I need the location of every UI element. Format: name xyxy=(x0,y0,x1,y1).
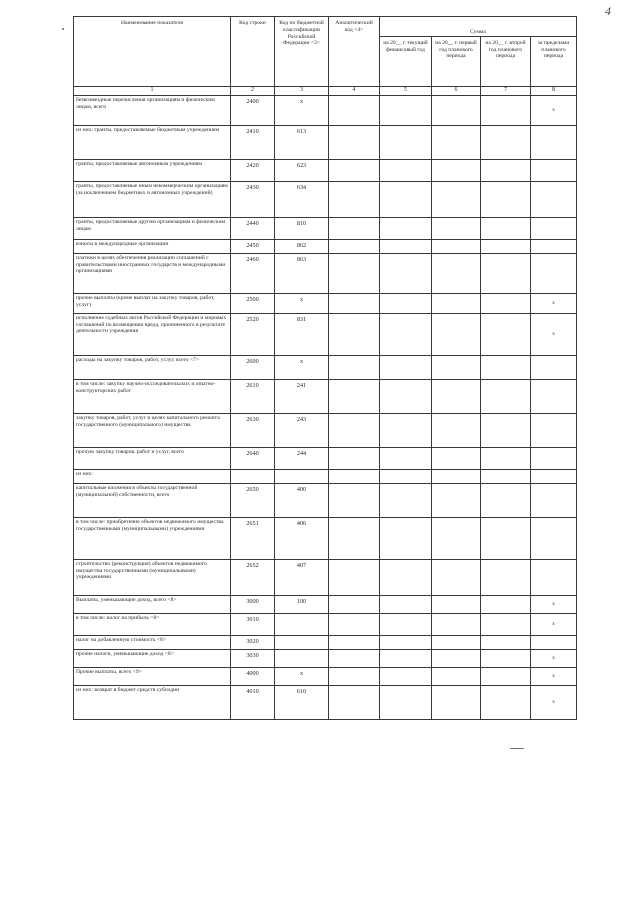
row-current-year xyxy=(380,559,432,595)
row-second-plan-year xyxy=(481,355,531,379)
row-second-plan-year xyxy=(481,125,531,159)
row-name: прочую закупку товаров, работ и услуг, всего xyxy=(74,447,231,469)
row-analytic-code xyxy=(329,635,380,649)
column-number: 7 xyxy=(481,86,531,95)
row-second-plan-year xyxy=(481,159,531,181)
header-second-plan-year: на 20__ г. второй год планового периода xyxy=(481,36,531,86)
row-current-year xyxy=(380,649,432,667)
header-beyond-plan: за пределами планового периода xyxy=(531,36,577,86)
header-row-code: Код строки xyxy=(231,17,275,87)
column-number: 4 xyxy=(329,86,380,95)
table-row xyxy=(74,159,577,181)
row-current-year xyxy=(380,613,432,635)
row-beyond-plan: x xyxy=(531,293,577,313)
row-code: 2520 xyxy=(231,313,275,355)
row-first-plan-year xyxy=(432,635,481,649)
row-analytic-code xyxy=(329,649,380,667)
row-budget-code: x xyxy=(275,667,329,685)
row-first-plan-year xyxy=(432,355,481,379)
row-current-year xyxy=(380,517,432,559)
row-budget-code: 613 xyxy=(275,125,329,159)
scan-speck xyxy=(62,28,64,30)
row-code: 2650 xyxy=(231,483,275,517)
column-number: 8 xyxy=(531,86,577,95)
row-current-year xyxy=(380,413,432,447)
row-code: 2500 xyxy=(231,293,275,313)
table-row xyxy=(74,293,577,313)
row-current-year xyxy=(380,293,432,313)
row-first-plan-year xyxy=(432,595,481,613)
row-analytic-code xyxy=(329,613,380,635)
row-current-year xyxy=(380,355,432,379)
row-current-year xyxy=(380,125,432,159)
row-second-plan-year xyxy=(481,217,531,239)
row-budget-code: 243 xyxy=(275,413,329,447)
column-number: 1 xyxy=(74,86,231,95)
row-beyond-plan: x xyxy=(531,613,577,635)
row-first-plan-year xyxy=(432,447,481,469)
row-beyond-plan xyxy=(531,447,577,469)
table-row xyxy=(74,635,577,649)
row-current-year xyxy=(380,313,432,355)
row-first-plan-year xyxy=(432,159,481,181)
row-second-plan-year xyxy=(481,595,531,613)
row-analytic-code xyxy=(329,125,380,159)
row-analytic-code xyxy=(329,447,380,469)
row-current-year xyxy=(380,447,432,469)
row-first-plan-year xyxy=(432,379,481,413)
row-first-plan-year xyxy=(432,413,481,447)
table-row xyxy=(74,217,577,239)
row-analytic-code xyxy=(329,239,380,253)
row-budget-code xyxy=(275,469,329,483)
table-row xyxy=(74,239,577,253)
row-second-plan-year xyxy=(481,293,531,313)
row-analytic-code xyxy=(329,95,380,125)
row-second-plan-year xyxy=(481,517,531,559)
row-current-year xyxy=(380,95,432,125)
header-analytic-code: Аналитический код <4> xyxy=(329,17,380,87)
row-current-year xyxy=(380,379,432,413)
row-current-year xyxy=(380,217,432,239)
table-row xyxy=(74,685,577,719)
row-analytic-code xyxy=(329,293,380,313)
row-second-plan-year xyxy=(481,253,531,293)
table-row xyxy=(74,379,577,413)
scan-mark xyxy=(510,748,524,749)
row-analytic-code xyxy=(329,483,380,517)
table-row xyxy=(74,649,577,667)
row-name: в том числе: налог на прибыль <8> xyxy=(74,613,231,635)
payments-table xyxy=(73,16,577,720)
row-analytic-code xyxy=(329,253,380,293)
row-code: 4000 xyxy=(231,667,275,685)
row-second-plan-year xyxy=(481,239,531,253)
row-first-plan-year xyxy=(432,181,481,217)
row-second-plan-year xyxy=(481,483,531,517)
row-budget-code: 400 xyxy=(275,483,329,517)
row-analytic-code xyxy=(329,469,380,483)
row-name: прочие налоги, уменьшающие доход <8> xyxy=(74,649,231,667)
table-row xyxy=(74,181,577,217)
row-code: 2610 xyxy=(231,379,275,413)
row-beyond-plan xyxy=(531,125,577,159)
row-name: капитальные вложения в объекты государственной (муниципальной) собственности, всего xyxy=(74,483,231,517)
row-second-plan-year xyxy=(481,313,531,355)
row-beyond-plan xyxy=(531,517,577,559)
row-first-plan-year xyxy=(432,469,481,483)
row-beyond-plan xyxy=(531,635,577,649)
row-current-year xyxy=(380,483,432,517)
row-code: 3020 xyxy=(231,635,275,649)
row-code: 3030 xyxy=(231,649,275,667)
row-code: 2651 xyxy=(231,517,275,559)
row-name: из них: гранты, предоставляемые бюджетным учреждениям xyxy=(74,125,231,159)
row-name: Выплаты, уменьшающие доход, всего <8> xyxy=(74,595,231,613)
row-current-year xyxy=(380,685,432,719)
row-second-plan-year xyxy=(481,469,531,483)
row-code: 2640 xyxy=(231,447,275,469)
row-budget-code: 100 xyxy=(275,595,329,613)
row-name: гранты, предоставляемые другим организациям и физическим лицам xyxy=(74,217,231,239)
row-second-plan-year xyxy=(481,413,531,447)
row-code: 2420 xyxy=(231,159,275,181)
row-analytic-code xyxy=(329,181,380,217)
row-second-plan-year xyxy=(481,649,531,667)
row-budget-code: 610 xyxy=(275,685,329,719)
row-current-year xyxy=(380,159,432,181)
row-first-plan-year xyxy=(432,253,481,293)
row-first-plan-year xyxy=(432,483,481,517)
row-second-plan-year xyxy=(481,635,531,649)
row-analytic-code xyxy=(329,685,380,719)
row-beyond-plan xyxy=(531,159,577,181)
table-row xyxy=(74,613,577,635)
header-sum: Сумма xyxy=(380,17,577,37)
row-second-plan-year xyxy=(481,181,531,217)
column-numbers-row xyxy=(74,86,577,95)
row-code: 2460 xyxy=(231,253,275,293)
table-row xyxy=(74,95,577,125)
row-analytic-code xyxy=(329,379,380,413)
column-number: 6 xyxy=(432,86,481,95)
row-beyond-plan xyxy=(531,469,577,483)
row-first-plan-year xyxy=(432,517,481,559)
row-name: из них: xyxy=(74,469,231,483)
row-first-plan-year xyxy=(432,613,481,635)
row-budget-code xyxy=(275,649,329,667)
row-budget-code: 862 xyxy=(275,239,329,253)
row-name: безвозмездные перечисления организациям и физическим лицам, всего xyxy=(74,95,231,125)
row-budget-code: x xyxy=(275,355,329,379)
table-row xyxy=(74,413,577,447)
row-name: взносы в международные организации xyxy=(74,239,231,253)
table-row xyxy=(74,125,577,159)
row-first-plan-year xyxy=(432,685,481,719)
row-name: прочие выплаты (кроме выплат на закупку товаров, работ, услуг) xyxy=(74,293,231,313)
row-beyond-plan xyxy=(531,379,577,413)
row-name: гранты, предоставляемые иным некоммерческим организациям (за исключением бюджетных и автономных учреждений) xyxy=(74,181,231,217)
row-first-plan-year xyxy=(432,313,481,355)
row-second-plan-year xyxy=(481,95,531,125)
row-code: 2630 xyxy=(231,413,275,447)
row-analytic-code xyxy=(329,517,380,559)
row-beyond-plan xyxy=(531,239,577,253)
row-name: исполнение судебных актов Российской Федерации и мировых соглашений по возмещению вреда, причиненного в результате деятельности учреждения xyxy=(74,313,231,355)
table-row xyxy=(74,313,577,355)
row-code: 2450 xyxy=(231,239,275,253)
row-budget-code: 634 xyxy=(275,181,329,217)
table-row xyxy=(74,355,577,379)
row-first-plan-year xyxy=(432,125,481,159)
row-analytic-code xyxy=(329,355,380,379)
row-second-plan-year xyxy=(481,613,531,635)
row-current-year xyxy=(380,469,432,483)
row-analytic-code xyxy=(329,159,380,181)
row-budget-code: 407 xyxy=(275,559,329,595)
table-row xyxy=(74,483,577,517)
row-beyond-plan xyxy=(531,413,577,447)
row-second-plan-year xyxy=(481,559,531,595)
row-first-plan-year xyxy=(432,559,481,595)
row-budget-code: 406 xyxy=(275,517,329,559)
row-budget-code xyxy=(275,613,329,635)
row-beyond-plan xyxy=(531,483,577,517)
row-beyond-plan: x xyxy=(531,595,577,613)
row-name: в том числе: закупку научно-исследовательских и опытно-конструкторских работ xyxy=(74,379,231,413)
row-budget-code: 831 xyxy=(275,313,329,355)
row-first-plan-year xyxy=(432,217,481,239)
row-budget-code: 810 xyxy=(275,217,329,239)
row-budget-code: 241 xyxy=(275,379,329,413)
row-beyond-plan xyxy=(531,253,577,293)
row-budget-code: x xyxy=(275,95,329,125)
row-code: 2400 xyxy=(231,95,275,125)
row-first-plan-year xyxy=(432,667,481,685)
row-second-plan-year xyxy=(481,447,531,469)
row-analytic-code xyxy=(329,559,380,595)
table-row xyxy=(74,517,577,559)
row-beyond-plan: x xyxy=(531,667,577,685)
row-budget-code: x xyxy=(275,293,329,313)
row-second-plan-year xyxy=(481,685,531,719)
header-name: Наименование показателя xyxy=(74,17,231,87)
row-beyond-plan: x xyxy=(531,313,577,355)
header-budget-code: Код по бюджетной классификации Российской Федерации <3> xyxy=(275,17,329,87)
row-name: строительство (реконструкция) объектов недвижимого имущества государственными (муниципальными) учреждениями xyxy=(74,559,231,595)
row-first-plan-year xyxy=(432,649,481,667)
row-code: 4010 xyxy=(231,685,275,719)
table-row xyxy=(74,559,577,595)
row-code: 2430 xyxy=(231,181,275,217)
row-name: налог на добавленную стоимость <8> xyxy=(74,635,231,649)
row-analytic-code xyxy=(329,595,380,613)
table-row xyxy=(74,667,577,685)
row-code: 3010 xyxy=(231,613,275,635)
row-code xyxy=(231,469,275,483)
row-analytic-code xyxy=(329,667,380,685)
row-current-year xyxy=(380,253,432,293)
row-code: 2652 xyxy=(231,559,275,595)
row-budget-code xyxy=(275,635,329,649)
row-second-plan-year xyxy=(481,379,531,413)
column-number: 3 xyxy=(275,86,329,95)
table-row xyxy=(74,595,577,613)
row-name: гранты, предоставляемые автономным учреждениям xyxy=(74,159,231,181)
row-first-plan-year xyxy=(432,95,481,125)
row-beyond-plan xyxy=(531,181,577,217)
row-current-year xyxy=(380,239,432,253)
row-beyond-plan xyxy=(531,355,577,379)
row-analytic-code xyxy=(329,413,380,447)
row-analytic-code xyxy=(329,313,380,355)
row-name: закупку товаров, работ, услуг в целях капитального ремонта государственного (муниципального) имущества xyxy=(74,413,231,447)
row-budget-code: 863 xyxy=(275,253,329,293)
column-number: 2 xyxy=(231,86,275,95)
row-first-plan-year xyxy=(432,293,481,313)
header-current-year: на 20__ г. текущий финансовый год xyxy=(380,36,432,86)
row-beyond-plan: x xyxy=(531,685,577,719)
row-code: 2410 xyxy=(231,125,275,159)
row-current-year xyxy=(380,667,432,685)
row-current-year xyxy=(380,635,432,649)
row-budget-code: 623 xyxy=(275,159,329,181)
row-current-year xyxy=(380,181,432,217)
row-beyond-plan xyxy=(531,217,577,239)
row-name: в том числе: приобретение объектов недвижимого имущества государственными (муниципальными) учреждениями xyxy=(74,517,231,559)
row-name: расходы на закупку товаров, работ, услуг, всего <7> xyxy=(74,355,231,379)
row-budget-code: 244 xyxy=(275,447,329,469)
row-code: 2440 xyxy=(231,217,275,239)
table-row xyxy=(74,253,577,293)
row-code: 2600 xyxy=(231,355,275,379)
row-name: Прочие выплаты, всего <9> xyxy=(74,667,231,685)
row-name: из них: возврат в бюджет средств субсидии xyxy=(74,685,231,719)
row-first-plan-year xyxy=(432,239,481,253)
column-number: 5 xyxy=(380,86,432,95)
table-row xyxy=(74,447,577,469)
header-first-plan-year: на 20__ г. первый год планового периода xyxy=(432,36,481,86)
row-analytic-code xyxy=(329,217,380,239)
row-name: платежи в целях обеспечения реализации соглашений с правительствами иностранных государств и международными организациями xyxy=(74,253,231,293)
row-beyond-plan xyxy=(531,559,577,595)
page-number: 4 xyxy=(605,4,611,18)
row-code: 3000 xyxy=(231,595,275,613)
row-beyond-plan: x xyxy=(531,95,577,125)
row-beyond-plan: x xyxy=(531,649,577,667)
row-second-plan-year xyxy=(481,667,531,685)
row-current-year xyxy=(380,595,432,613)
table-row xyxy=(74,469,577,483)
